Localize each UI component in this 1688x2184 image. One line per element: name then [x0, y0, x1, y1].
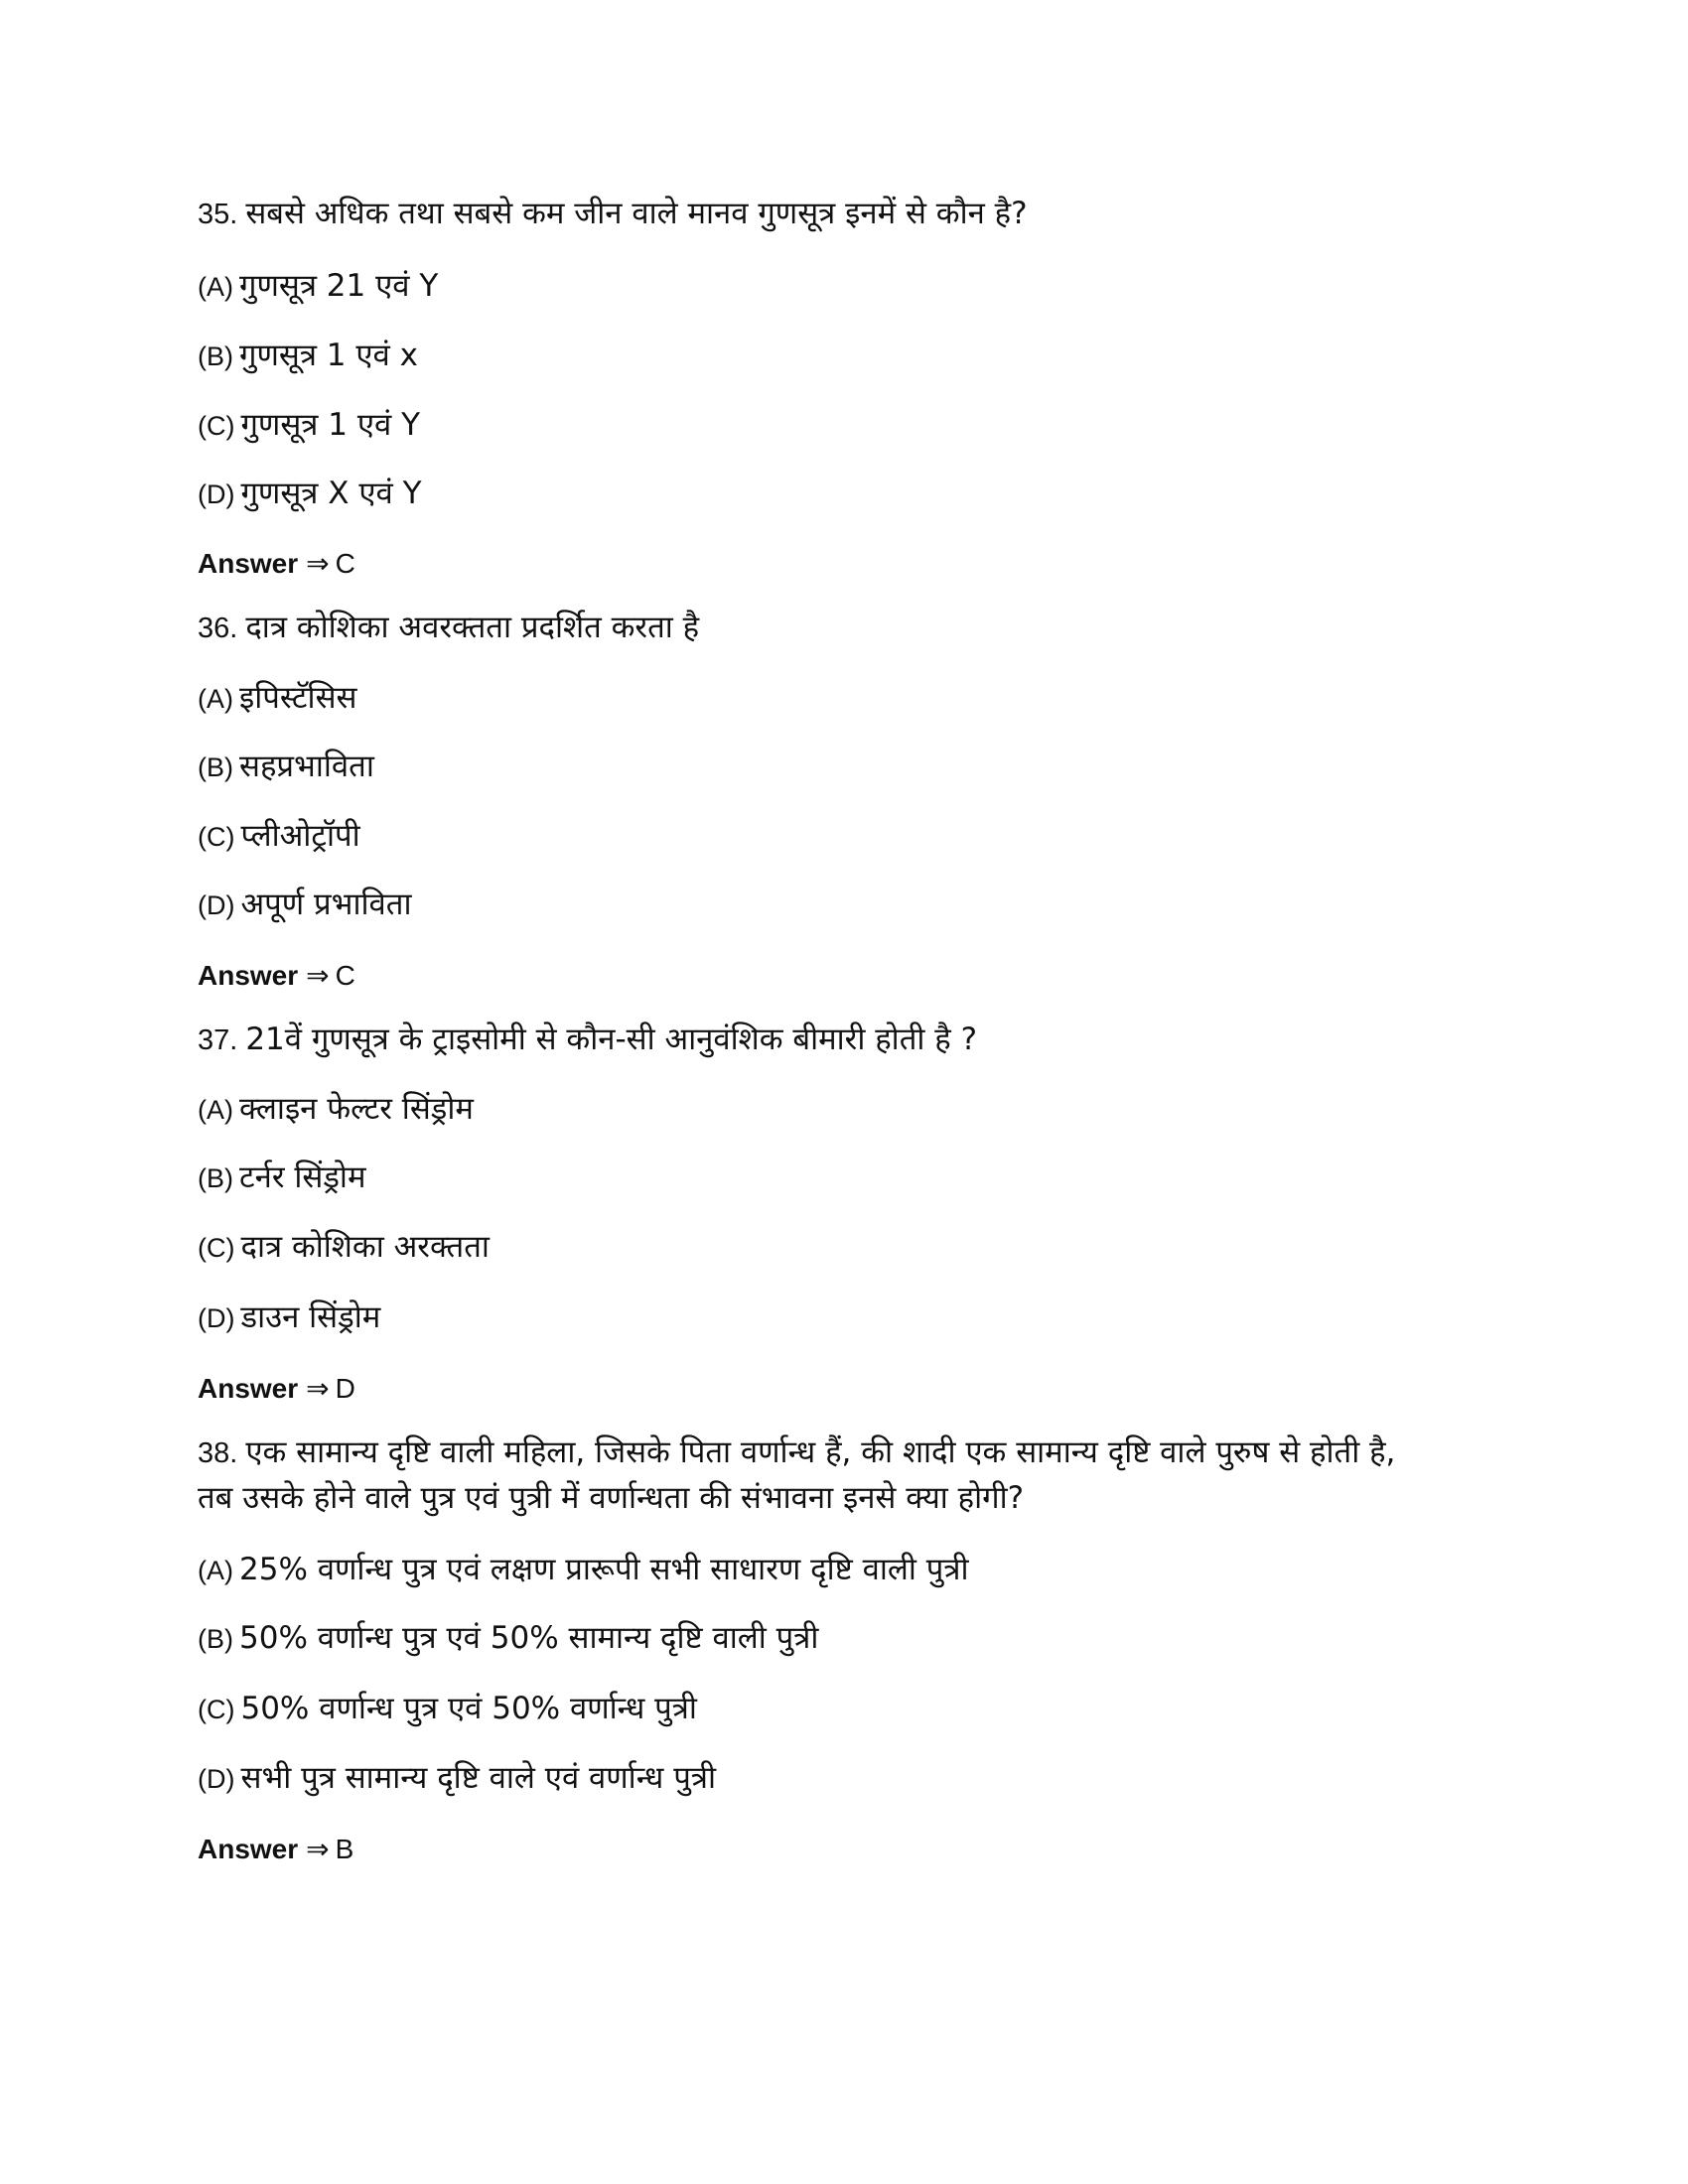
option-d: (D) सभी पुत्र सामान्य दृष्टि वाले एवं वर्णान्ध पुत्री — [198, 1760, 716, 1796]
answer-label: Answer — [198, 548, 299, 579]
option-d: (D) डाउन सिंड्रोम — [198, 1299, 381, 1335]
option-a: (A) गुणसूत्र 21 एवं Y — [198, 268, 439, 304]
option-b: (B) 50% वर्णान्ध पुत्र एवं 50% सामान्य दृष्टि वाली पुत्री — [198, 1620, 819, 1656]
question-35 — [198, 196, 1028, 231]
option-d: (D) अपूर्ण प्रभाविता — [198, 887, 412, 922]
answer-value: D — [335, 1373, 355, 1404]
option-c: (C) प्लीओट्रॉपी — [198, 818, 360, 854]
question-number: 38. — [198, 1437, 238, 1469]
answer-value: B — [335, 1834, 354, 1864]
answer-line — [198, 550, 355, 578]
answer-label: Answer — [198, 1834, 299, 1864]
implies-arrow-icon: ⇒ — [306, 1373, 330, 1404]
option-c: (C) गुणसूत्र 1 एवं Y — [198, 407, 421, 443]
question-38-continued — [198, 1480, 1025, 1516]
question-text: 21वें गुणसूत्र के ट्राइसोमी से कौन-सी आनुवंशिक बीमारी होती है ? — [245, 1022, 978, 1057]
option-a: (A) इपिस्टॅसिस — [198, 680, 357, 716]
option-b: (B) सहप्रभाविता — [198, 749, 374, 784]
implies-arrow-icon: ⇒ — [306, 1834, 330, 1864]
answer-line — [198, 1836, 353, 1863]
question-text: दात्र कोशिका अवरक्तता प्रदर्शित करता है — [245, 610, 700, 645]
question-text: सबसे अधिक तथा सबसे कम जीन वाले मानव गुणसूत्र इनमें से कौन है? — [245, 196, 1028, 231]
question-text-line2: तब उसके होने वाले पुत्र एवं पुत्री में वर्णान्धता की संभावना इनसे क्या होगी? — [198, 1480, 1025, 1516]
question-38 — [198, 1434, 1396, 1470]
answer-line — [198, 1375, 355, 1403]
option-d: (D) गुणसूत्र X एवं Y — [198, 476, 422, 511]
question-36 — [198, 610, 700, 645]
question-37 — [198, 1024, 977, 1055]
answer-value: C — [335, 960, 355, 991]
answer-value: C — [335, 548, 355, 579]
implies-arrow-icon: ⇒ — [306, 548, 330, 579]
option-c: (C) 50% वर्णान्ध पुत्र एवं 50% वर्णान्ध पुत्री — [198, 1691, 697, 1726]
question-number: 37. — [198, 1024, 238, 1056]
answer-label: Answer — [198, 1373, 299, 1404]
option-a: (A) 25% वर्णान्ध पुत्र एवं लक्षण प्रारूपी सभी साधारण दृष्टि वाली पुत्री — [198, 1552, 969, 1587]
option-c: (C) दात्र कोशिका अरक्तता — [198, 1229, 490, 1265]
option-a: (A) क्लाइन फेल्टर सिंड्रोम — [198, 1091, 474, 1127]
question-text: एक सामान्य दृष्टि वाली महिला, जिसके पिता वर्णान्ध हैं, की शादी एक सामान्य दृष्टि वाले पुरुष से होती है, — [245, 1434, 1396, 1470]
answer-label: Answer — [198, 960, 299, 991]
answer-line — [198, 962, 355, 990]
question-number: 35. — [198, 199, 238, 230]
question-number: 36. — [198, 613, 238, 644]
option-b: (B) टर्नर सिंड्रोम — [198, 1160, 366, 1195]
option-b: (B) गुणसूत्र 1 एवं x — [198, 338, 418, 373]
implies-arrow-icon: ⇒ — [306, 960, 330, 991]
